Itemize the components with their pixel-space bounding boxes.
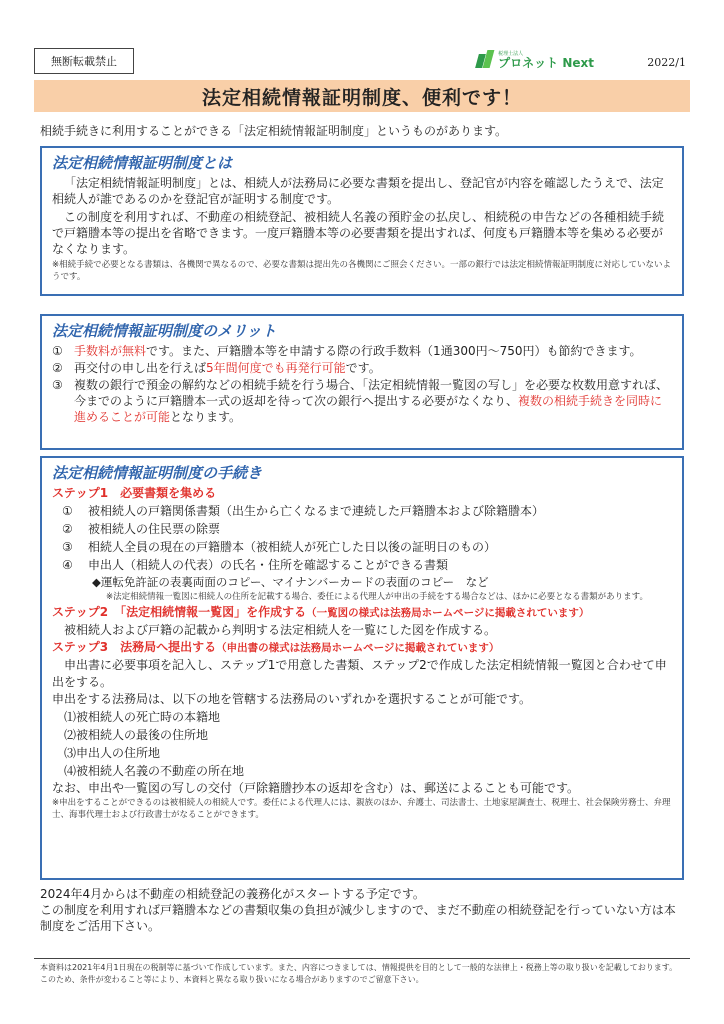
merit-item-1 <box>52 343 672 359</box>
office-option-1: ⑴被相続人の死亡時の本籍地 <box>64 710 221 724</box>
procedure-section <box>40 456 684 880</box>
doc-item-2 <box>52 520 672 538</box>
merit-item-3 <box>52 377 672 425</box>
logo-name: プロネット Next <box>498 55 594 70</box>
merit-highlight: 手数料が無料 <box>74 344 147 358</box>
company-logo <box>476 50 594 70</box>
step-3-sub: （申出書の様式は法務局ホームページに掲載されています） <box>216 642 500 654</box>
no-copy-label: 無断転載禁止 <box>34 48 134 74</box>
top-bar <box>34 48 690 78</box>
mail-text: なお、申出や一覧図の写しの交付（戸除籍謄抄本の返却を含む）は、郵送によることも可能です。 <box>52 781 580 795</box>
step-2-title: ステップ2 「法定相続情報一覧図」を作成する <box>52 605 307 619</box>
doc-number: ② <box>62 522 73 536</box>
merit-item-2 <box>52 360 672 376</box>
doc-number: ① <box>62 504 73 518</box>
id-doc-examples: ◆運転免許証の表裏両面のコピー、マイナンバーカードの表面のコピー など <box>92 575 489 589</box>
doc-number: ③ <box>62 540 73 554</box>
merit-text: です。また、戸籍謄本等を申請する際の行政手数料（1通300円～750円）も節約できます。 <box>146 344 642 358</box>
proxy-note: ※申出をすることができるのは被相続人の相続人です。委任による代理人には、親族のほか、弁護士、司法書士、土地家屋調査士、税理士、社会保険労務士、弁理士、海事代理士および行政書士がなることができます。 <box>52 798 671 820</box>
merit-text: 複数の銀行で預金の解約などの相続手続を行う場合、「法定相続情報一覧図の写し」を必要な枚数用意すれば、今までのように戸籍謄本一式の返却を待って次の銀行へ提出する必要がなくなり、 <box>74 378 669 408</box>
about-paragraph-1: 「法定相続情報証明制度」とは、相続人が法務局に必要な書類を提出し、登記官が内容を確認したうえで、法定相続人が誰であるのかを登記官が証明する制度です。 <box>52 176 664 206</box>
doc-note: ※法定相続情報一覧図に相続人の住所を記載する場合、委任による代理人が申出の手続をする場合などは、ほかに必要となる書類があります。 <box>106 592 648 602</box>
closing-text <box>40 886 684 934</box>
merit-text: となります。 <box>170 410 242 424</box>
merits-heading: 法定相続情報証明制度のメリット <box>52 322 277 340</box>
footer-disclaimer: 本資料は2021年4月1日現在の税制等に基づいて作成しています。また、内容につきましては、情報提供を目的として一般的な法律上・税務上等の取り扱いを記載しております。このため、条件が変わること等により、本資料と異なる取り扱いになる場合がありますのでご留意下さい。 <box>40 963 678 984</box>
doc-text: 相続人全員の現在の戸籍謄本（被相続人が死亡した日以後の証明日のもの） <box>88 540 497 554</box>
step-3-text: 申出書に必要事項を記入し、ステップ1で用意した書類、ステップ2で作成した法定相続情報一覧図と合わせて申出をする。 <box>52 658 667 689</box>
merit-number: ③ <box>52 378 63 392</box>
office-intro: 申出をする法務局は、以下の地を管轄する法務局のいずれかを選択することが可能です。 <box>52 692 532 706</box>
step-2-text: 被相続人および戸籍の記載から判明する法定相続人を一覧にした図を作成する。 <box>64 623 497 637</box>
about-section <box>40 146 684 296</box>
doc-text: 被相続人の住民票の除票 <box>88 522 221 536</box>
logo-mark-icon <box>476 50 494 70</box>
page-title: 法定相続情報証明制度、便利です！ <box>201 86 522 109</box>
closing-line-1: 2024年4月からは不動産の相続登記の義務化がスタートする予定です。 <box>40 887 425 901</box>
merit-text: です。 <box>345 361 381 375</box>
merits-section <box>40 314 684 450</box>
issue-date: 2022/1 <box>647 56 686 69</box>
merit-highlight: 複数の相続手続きを同時に進めることが可能 <box>74 394 663 424</box>
doc-number: ④ <box>62 558 73 572</box>
merit-number: ① <box>52 344 63 358</box>
step-2-heading <box>52 604 672 622</box>
closing-line-2: この制度を利用すれば戸籍謄本などの書類収集の負担が減少しますので、まだ不動産の相続登記を行っていない方は本制度をご活用下さい。 <box>40 903 676 933</box>
procedure-heading: 法定相続情報証明制度の手続き <box>52 464 263 482</box>
merit-text: 再交付の申し出を行えば <box>74 361 207 375</box>
step-3-title: ステップ3 法務局へ提出する <box>52 640 217 654</box>
office-option-2: ⑵被相続人の最後の住所地 <box>64 728 209 742</box>
doc-item-4 <box>52 556 672 574</box>
logo-small-text: 税理士法人 <box>498 50 524 57</box>
about-heading: 法定相続情報証明制度とは <box>52 154 233 172</box>
step-2-sub: （一覧図の様式は法務局ホームページに掲載されています） <box>306 607 590 619</box>
merit-number: ② <box>52 361 63 375</box>
intro-text: 相続手続きに利用することができる「法定相続情報証明制度」というものがあります。 <box>40 124 508 138</box>
step-3-heading <box>52 639 672 657</box>
doc-item-3 <box>52 538 672 556</box>
about-paragraph-2: この制度を利用すれば、不動産の相続登記、被相続人名義の預貯金の払戻し、相続税の申告などの各種相続手続で戸籍謄本等の提出を省略できます。一度戸籍謄本等の必要書類を提出すれば、何度も戸籍謄本等を集める必要がなくなります。 <box>52 210 665 256</box>
about-note: ※相続手続で必要となる書類は、各機関で異なるので、必要な書類は提出先の各機関にご照会ください。一部の銀行では法定相続情報証明制度に対応していないようです。 <box>52 260 671 282</box>
doc-text: 申出人（相続人の代表）の氏名・住所を確認することができる書類 <box>88 558 449 572</box>
office-option-3: ⑶申出人の住所地 <box>64 746 161 760</box>
footer-divider <box>34 958 690 959</box>
title-band <box>34 80 690 112</box>
office-option-4: ⑷被相続人名義の不動産の所在地 <box>64 764 245 778</box>
step-1-heading: ステップ1 必要書類を集める <box>52 486 217 500</box>
merit-highlight: 5年間何度でも再発行可能 <box>206 361 346 375</box>
doc-item-1 <box>52 502 672 520</box>
doc-text: 被相続人の戸籍関係書類（出生から亡くなるまで連続した戸籍謄本および除籍謄本） <box>88 504 545 518</box>
